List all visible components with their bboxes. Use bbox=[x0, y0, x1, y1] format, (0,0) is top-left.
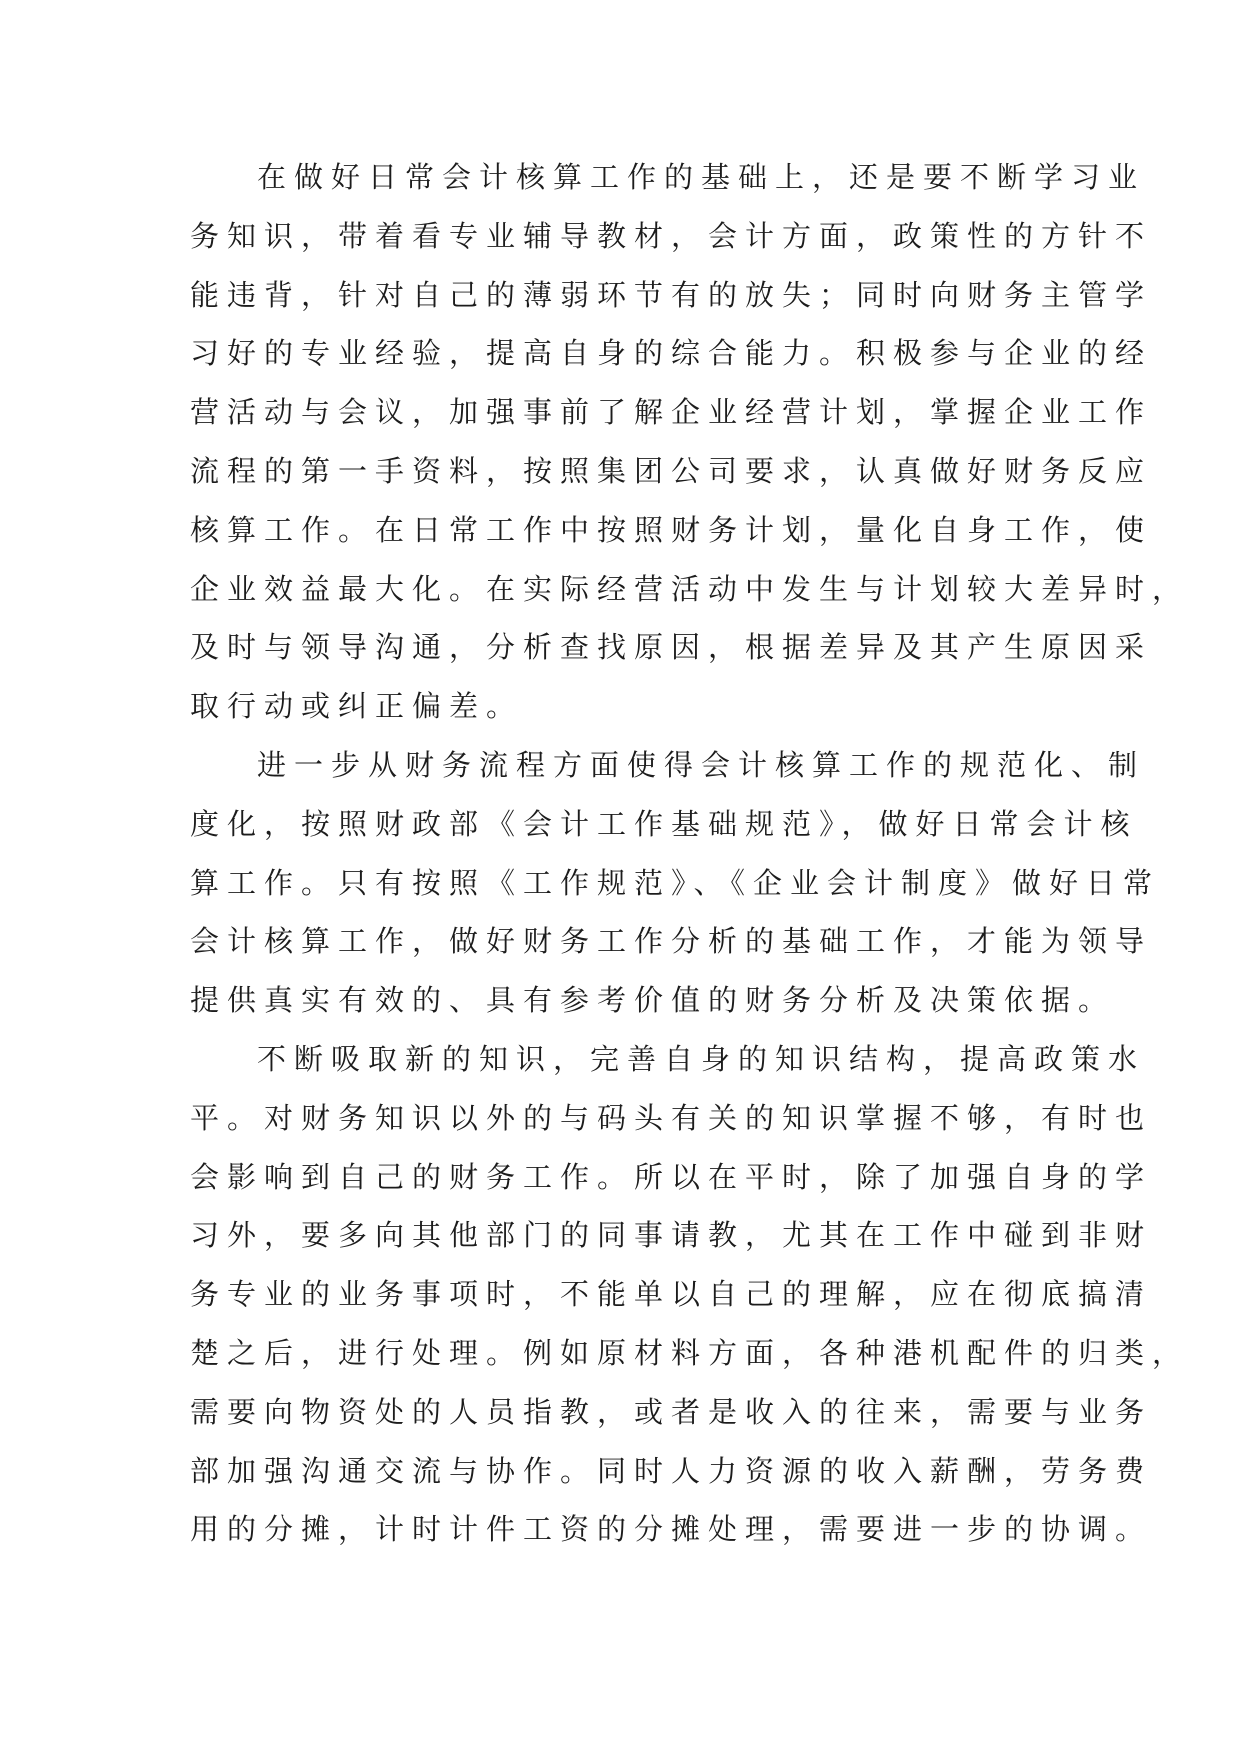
paragraph-1-line-2: 务知识，带着看专业辅导教材，会计方面，政策性的方针不 bbox=[190, 218, 1153, 253]
paragraph-3-line-2: 平。对财务知识以外的与码头有关的知识掌握不够，有时也 bbox=[190, 1100, 1153, 1135]
paragraph-1-line-4: 习好的专业经验，提高自身的综合能力。积极参与企业的经 bbox=[190, 336, 1153, 371]
paragraph-3-line-1: 不断吸取新的知识，完善自身的知识结构，提高政策水 bbox=[257, 1041, 1146, 1076]
paragraph-1-line-9: 及时与领导沟通，分析查找原因，根据差异及其产生原因采 bbox=[190, 630, 1153, 665]
paragraph-3-line-9: 用的分摊，计时计件工资的分摊处理，需要进一步的协调。 bbox=[190, 1512, 1153, 1547]
paragraph-1-line-6: 流程的第一手资料，按照集团公司要求，认真做好财务反应 bbox=[190, 453, 1153, 488]
paragraph-1-line-3: 能违背，针对自己的薄弱环节有的放失；同时向财务主管学 bbox=[190, 277, 1153, 312]
document-page bbox=[190, 148, 1190, 1559]
paragraph-3-line-6: 楚之后，进行处理。例如原材料方面，各种港机配件的归类， bbox=[190, 1335, 1190, 1370]
paragraph-2-line-2: 度化，按照财政部《会计工作基础规范》，做好日常会计核 bbox=[190, 806, 1138, 841]
paragraph-1-line-10: 取行动或纠正偏差。 bbox=[190, 689, 524, 724]
paragraph-3-line-4: 习外，要多向其他部门的同事请教，尤其在工作中碰到非财 bbox=[190, 1218, 1153, 1253]
paragraph-3-line-5: 务专业的业务事项时，不能单以自己的理解，应在彻底搞清 bbox=[190, 1277, 1153, 1312]
paragraph-1-line-8: 企业效益最大化。在实际经营活动中发生与计划较大差异时， bbox=[190, 571, 1190, 606]
paragraph-1-line-5: 营活动与会议，加强事前了解企业经营计划，掌握企业工作 bbox=[190, 395, 1153, 430]
paragraph-2-line-3: 算工作。只有按照《工作规范》、《企业会计制度》做好日常 bbox=[190, 865, 1161, 900]
paragraph-2-line-1: 进一步从财务流程方面使得会计核算工作的规范化、制 bbox=[257, 747, 1146, 782]
paragraph-2-line-5: 提供真实有效的、具有参考价值的财务分析及决策依据。 bbox=[190, 983, 1116, 1018]
paragraph-3-line-3: 会影响到自己的财务工作。所以在平时，除了加强自身的学 bbox=[190, 1159, 1153, 1194]
paragraph-3-line-7: 需要向物资处的人员指教，或者是收入的往来，需要与业务 bbox=[190, 1394, 1153, 1429]
paragraph-1-line-1: 在做好日常会计核算工作的基础上，还是要不断学习业 bbox=[257, 160, 1146, 194]
paragraph-2-line-4: 会计核算工作，做好财务工作分析的基础工作，才能为领导 bbox=[190, 924, 1153, 959]
paragraph-3-line-8: 部加强沟通交流与协作。同时人力资源的收入薪酬，劳务费 bbox=[190, 1453, 1153, 1488]
paragraph-1-line-7: 核算工作。在日常工作中按照财务计划，量化自身工作，使 bbox=[190, 512, 1153, 547]
